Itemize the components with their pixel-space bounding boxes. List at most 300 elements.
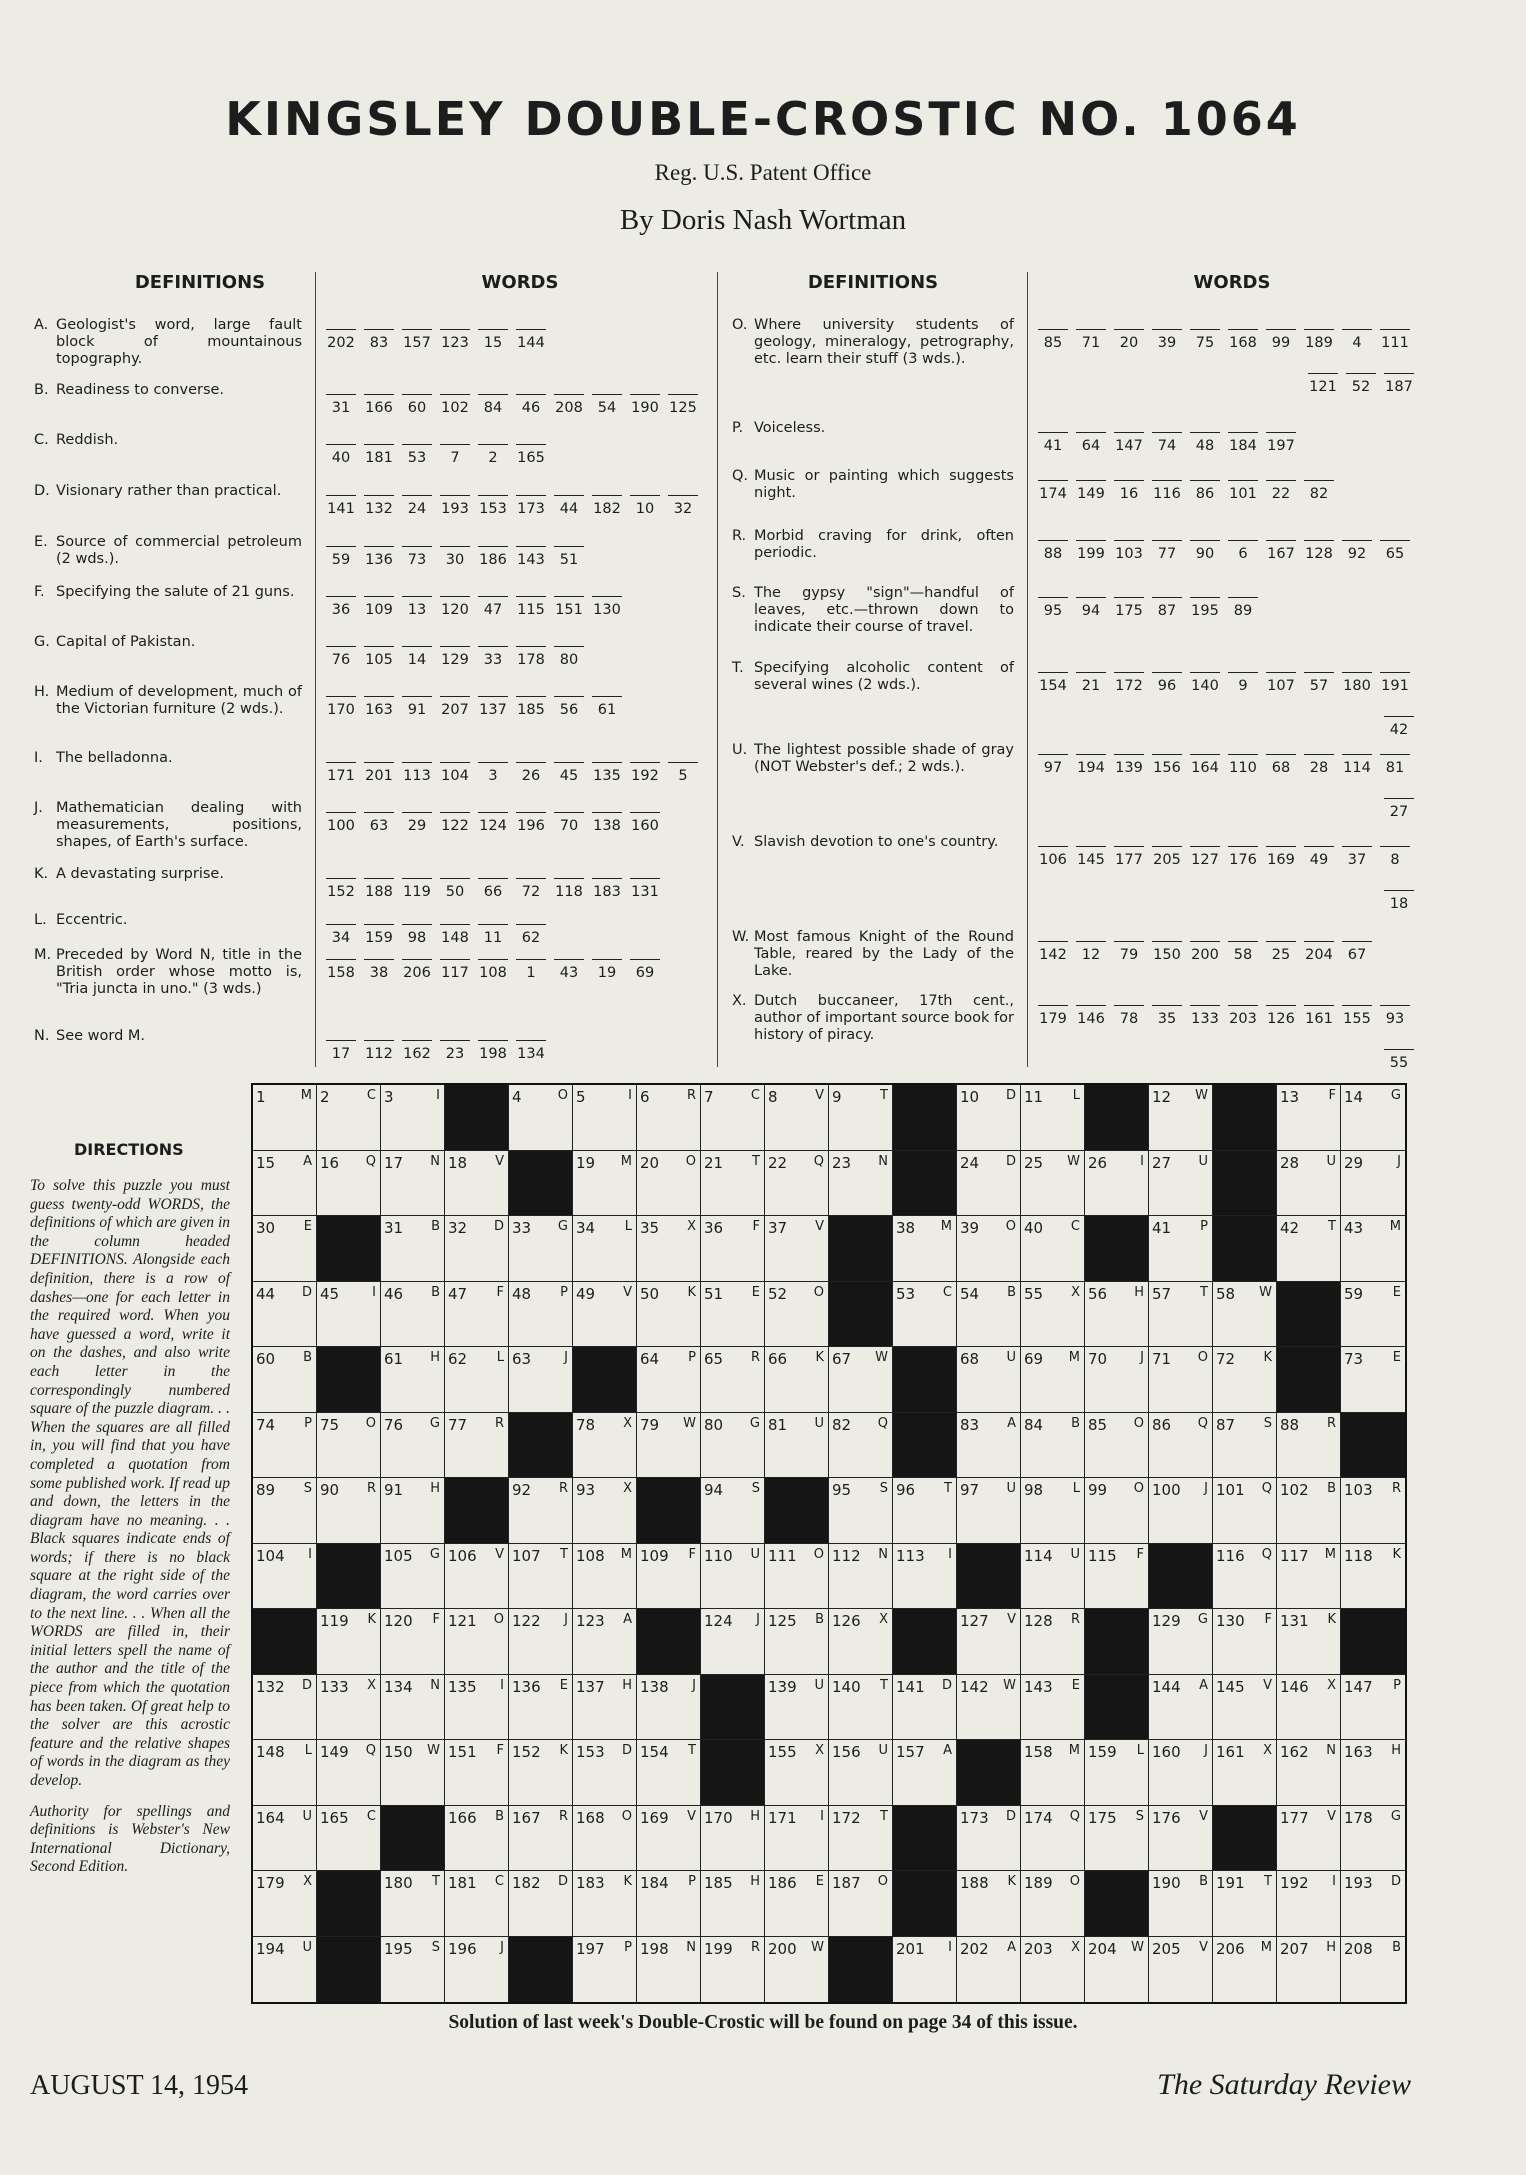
grid-square[interactable] [701,1216,765,1282]
grid-square[interactable] [1021,1544,1085,1610]
square-number: 178 [1344,1808,1373,1827]
grid-square[interactable] [1277,1413,1341,1479]
grid-square[interactable] [893,1544,957,1610]
grid-square[interactable] [701,1151,765,1217]
grid-square[interactable] [253,1871,317,1937]
dash-number: 191 [1380,672,1410,694]
square-clue-letter: S [751,1481,760,1496]
grid-square[interactable] [381,1085,445,1151]
clue-text: Mathematician dealing with measurements, positions, shapes, of Earth's surface. [56,800,302,850]
grid-square[interactable] [1149,1413,1213,1479]
grid-square[interactable] [317,1151,381,1217]
grid-square[interactable] [445,1871,509,1937]
grid-square[interactable] [1085,1151,1149,1217]
grid-square[interactable] [1149,1740,1213,1806]
grid-square[interactable] [1341,1085,1405,1151]
grid-square[interactable] [765,1740,829,1806]
black-square [445,1478,509,1544]
grid-square[interactable] [1277,1806,1341,1872]
grid-square[interactable] [1021,1478,1085,1544]
grid-square[interactable] [445,1413,509,1479]
grid-square[interactable] [1341,1937,1405,2003]
square-clue-letter: X [1071,1284,1080,1300]
dash-number: 208 [554,394,584,416]
grid-square[interactable] [1149,1347,1213,1413]
grid-square[interactable] [765,1675,829,1741]
grid-square[interactable] [509,1806,573,1872]
dash-number: 198 [478,1040,508,1062]
clue-definition [732,585,1014,636]
grid-square[interactable] [637,1413,701,1479]
square-number: 32 [448,1219,468,1237]
grid-square[interactable] [1149,1085,1213,1151]
grid-square[interactable] [1149,1609,1213,1675]
directions-text [30,1177,230,1889]
grid-square[interactable] [381,1675,445,1741]
grid-square[interactable] [573,1544,637,1610]
grid-square[interactable] [445,1806,509,1872]
grid-square[interactable] [637,1740,701,1806]
square-number: 152 [512,1743,541,1761]
grid-square[interactable] [573,1085,637,1151]
grid-square[interactable] [957,1347,1021,1413]
grid-square[interactable] [1341,1806,1405,1872]
grid-square[interactable] [253,1740,317,1806]
grid-square[interactable] [957,1609,1021,1675]
square-clue-letter: M [1260,1939,1272,1955]
grid-square[interactable] [253,1216,317,1282]
square-clue-letter: V [687,1808,696,1824]
grid-square[interactable] [381,1282,445,1348]
grid-square[interactable] [381,1347,445,1413]
square-number: 20 [640,1153,660,1172]
grid-square[interactable] [1277,1675,1341,1741]
grid-square[interactable] [1341,1151,1405,1217]
square-clue-letter: N [878,1153,888,1169]
square-clue-letter: W [1195,1088,1208,1103]
grid-square[interactable] [573,1806,637,1872]
grid-square[interactable] [957,1216,1021,1282]
grid-square[interactable] [1341,1740,1405,1806]
grid-square[interactable] [445,1740,509,1806]
dash-number: 1 [516,959,546,981]
grid-square[interactable] [1213,1740,1277,1806]
grid-square[interactable] [1213,1937,1277,2003]
dash-number: 41 [1038,432,1068,454]
square-clue-letter: L [624,1219,632,1234]
grid-square[interactable] [509,1740,573,1806]
grid-square[interactable] [1021,1871,1085,1937]
black-square [1085,1216,1149,1282]
square-clue-letter: H [1326,1939,1336,1955]
grid-square[interactable] [1021,1413,1085,1479]
grid-square[interactable] [637,1675,701,1741]
square-number: 39 [960,1219,980,1237]
grid-square[interactable] [957,1282,1021,1348]
grid-square[interactable] [1277,1216,1341,1282]
grid-square[interactable] [1149,1937,1213,2003]
grid-square[interactable] [445,1151,509,1217]
grid-square[interactable] [957,1085,1021,1151]
grid-square[interactable] [1085,1413,1149,1479]
grid-square[interactable] [509,1478,573,1544]
grid-square[interactable] [253,1413,317,1479]
grid-square[interactable] [765,1413,829,1479]
dash-number: 199 [1076,540,1106,562]
grid-square[interactable] [701,1609,765,1675]
grid-square[interactable] [1149,1216,1213,1282]
grid-square[interactable] [573,1478,637,1544]
square-number: 66 [768,1350,788,1368]
clue-definition [34,382,302,399]
grid-square[interactable] [1213,1871,1277,1937]
grid-square[interactable] [445,1544,509,1610]
square-clue-letter: R [558,1808,568,1824]
grid-square[interactable] [381,1740,445,1806]
grid-square[interactable] [701,1282,765,1348]
clue-definition [34,634,302,651]
grid-square[interactable] [1213,1282,1277,1348]
grid-square[interactable] [893,1216,957,1282]
dash-number: 207 [440,696,470,718]
grid-square[interactable] [1021,1937,1085,2003]
grid-square[interactable] [893,1478,957,1544]
grid-square[interactable] [1277,1085,1341,1151]
grid-square[interactable] [829,1347,893,1413]
grid-square[interactable] [765,1806,829,1872]
square-clue-letter: P [1200,1219,1208,1234]
square-clue-letter: T [752,1153,760,1169]
grid-square[interactable] [701,1806,765,1872]
grid-square[interactable] [253,1544,317,1610]
grid-square[interactable] [573,1871,637,1937]
grid-square[interactable] [445,1347,509,1413]
grid-square[interactable] [829,1871,893,1937]
grid-square[interactable] [765,1216,829,1282]
grid-square[interactable] [1341,1544,1405,1610]
square-clue-letter: O [1069,1874,1080,1889]
grid-square[interactable] [509,1609,573,1675]
grid-square[interactable] [829,1740,893,1806]
grid-square[interactable] [1213,1544,1277,1610]
grid-square[interactable] [829,1609,893,1675]
grid-square[interactable] [445,1609,509,1675]
grid-square[interactable] [957,1151,1021,1217]
grid-square[interactable] [1149,1478,1213,1544]
grid-square[interactable] [253,1085,317,1151]
square-number: 138 [640,1677,669,1696]
word-dashes [1038,432,1304,454]
grid-square[interactable] [381,1609,445,1675]
grid-square[interactable] [637,1085,701,1151]
grid-square[interactable] [765,1085,829,1151]
grid-square[interactable] [637,1216,701,1282]
grid-square[interactable] [317,1478,381,1544]
clue-definition [732,929,1014,980]
black-square [317,1347,381,1413]
square-clue-letter: K [687,1284,696,1300]
grid-square[interactable] [317,1413,381,1479]
dash-number: 98 [402,924,432,946]
grid-square[interactable] [957,1675,1021,1741]
grid-square[interactable] [1213,1675,1277,1741]
grid-square[interactable] [637,1282,701,1348]
grid-square[interactable] [1021,1609,1085,1675]
square-number: 65 [704,1350,724,1368]
grid-square[interactable] [509,1675,573,1741]
square-number: 137 [576,1677,605,1696]
grid-square[interactable] [829,1806,893,1872]
grid-square[interactable] [1021,1806,1085,1872]
grid-square[interactable] [829,1085,893,1151]
square-number: 26 [1088,1153,1108,1172]
grid-square[interactable] [253,1347,317,1413]
grid-square[interactable] [509,1282,573,1348]
grid-square[interactable] [1149,1151,1213,1217]
square-clue-letter: C [750,1088,760,1103]
grid-square[interactable] [509,1216,573,1282]
grid-square[interactable] [445,1675,509,1741]
grid-square[interactable] [765,1871,829,1937]
grid-square[interactable] [637,1347,701,1413]
clue-text: Preceded by Word N, title in the British order whose motto is, "Tria juncta in uno." (3 wds.) [56,947,302,997]
grid-square[interactable] [1341,1216,1405,1282]
grid-square[interactable] [1213,1609,1277,1675]
grid-square[interactable] [701,1937,765,2003]
square-clue-letter: F [752,1219,760,1234]
black-square [957,1740,1021,1806]
square-clue-letter: F [432,1612,440,1627]
grid-square[interactable] [1085,1740,1149,1806]
grid-square[interactable] [509,1347,573,1413]
grid-square[interactable] [893,1675,957,1741]
grid-square[interactable] [253,1675,317,1741]
grid-square[interactable] [1085,1282,1149,1348]
grid-square[interactable] [253,1478,317,1544]
square-clue-letter: W [1003,1677,1016,1693]
grid-square[interactable] [509,1544,573,1610]
grid-square[interactable] [1021,1151,1085,1217]
clue-text: The gypsy "sign"—handful of leaves, etc.—thrown down to indicate their course of travel. [754,585,1014,635]
grid-square[interactable] [1277,1937,1341,2003]
grid-square[interactable] [317,1740,381,1806]
grid-square[interactable] [1021,1085,1085,1151]
grid-square[interactable] [573,1609,637,1675]
grid-square[interactable] [1149,1675,1213,1741]
grid-square[interactable] [317,1609,381,1675]
square-clue-letter: F [496,1284,504,1300]
grid-square[interactable] [573,1282,637,1348]
grid-square[interactable] [381,1871,445,1937]
grid-square[interactable] [573,1740,637,1806]
grid-square[interactable] [253,1806,317,1872]
grid-square[interactable] [1277,1151,1341,1217]
grid-square[interactable] [701,1347,765,1413]
square-number: 90 [320,1481,340,1499]
grid-square[interactable] [1149,1871,1213,1937]
square-clue-letter: G [557,1219,568,1234]
byline: By Doris Nash Wortman [619,204,907,236]
grid-square[interactable] [1213,1347,1277,1413]
square-number: 150 [384,1743,413,1761]
clue-letter: B. [34,382,49,398]
square-clue-letter: R [750,1350,760,1365]
square-number: 7 [704,1088,714,1106]
grid-square[interactable] [701,1085,765,1151]
grid-square[interactable] [1085,1347,1149,1413]
square-number: 147 [1344,1677,1373,1696]
grid-square[interactable] [573,1675,637,1741]
grid-square[interactable] [381,1937,445,2003]
square-number: 37 [768,1219,788,1237]
square-clue-letter: D [301,1284,312,1300]
grid-square[interactable] [1085,1806,1149,1872]
grid-square[interactable] [1213,1413,1277,1479]
dash-number: 56 [554,696,584,718]
grid-square[interactable] [573,1413,637,1479]
grid-square[interactable] [1213,1478,1277,1544]
grid-square[interactable] [1021,1675,1085,1741]
grid-square[interactable] [1085,1478,1149,1544]
grid-square[interactable] [1341,1282,1405,1348]
grid-square[interactable] [445,1216,509,1282]
grid-square[interactable] [957,1871,1021,1937]
grid-square[interactable] [573,1151,637,1217]
grid-square[interactable] [573,1937,637,2003]
grid-square[interactable] [1149,1282,1213,1348]
grid-square[interactable] [765,1347,829,1413]
black-square [957,1544,1021,1610]
word-dashes [1038,540,1418,562]
black-square [317,1871,381,1937]
grid-square[interactable] [765,1282,829,1348]
grid-square[interactable] [829,1413,893,1479]
grid-square[interactable] [573,1216,637,1282]
grid-square[interactable] [829,1675,893,1741]
dash-number: 114 [1342,754,1372,776]
grid-square[interactable] [765,1609,829,1675]
square-number: 187 [832,1874,861,1892]
clue-letter: L. [34,912,47,928]
grid-square[interactable] [317,1282,381,1348]
dash-number: 139 [1114,754,1144,776]
grid-square[interactable] [1341,1675,1405,1741]
grid-square[interactable] [893,1282,957,1348]
grid-square[interactable] [637,1871,701,1937]
grid-square[interactable] [637,1806,701,1872]
grid-square[interactable] [317,1806,381,1872]
grid-square[interactable] [701,1478,765,1544]
grid-square[interactable] [957,1937,1021,2003]
grid-square[interactable] [1277,1544,1341,1610]
grid-square[interactable] [509,1085,573,1151]
grid-square[interactable] [701,1871,765,1937]
dash-number: 90 [1190,540,1220,562]
grid-square[interactable] [829,1478,893,1544]
square-number: 202 [960,1939,989,1958]
square-number: 205 [1152,1939,1181,1958]
grid-square[interactable] [381,1544,445,1610]
square-number: 35 [640,1219,660,1237]
grid-square[interactable] [317,1675,381,1741]
grid-square[interactable] [1277,1871,1341,1937]
grid-square[interactable] [381,1216,445,1282]
square-number: 198 [640,1939,669,1958]
dash-number: 122 [440,812,470,834]
grid-square[interactable] [253,1282,317,1348]
grid-square[interactable] [829,1544,893,1610]
grid-square[interactable] [381,1413,445,1479]
grid-square[interactable] [1021,1740,1085,1806]
grid-square[interactable] [765,1937,829,2003]
grid-square[interactable] [637,1937,701,2003]
square-clue-letter: L [1072,1481,1080,1496]
grid-square[interactable] [1021,1347,1085,1413]
grid-square[interactable] [253,1937,317,2003]
grid-square[interactable] [957,1806,1021,1872]
grid-square[interactable] [317,1085,381,1151]
square-number: 118 [1344,1546,1373,1565]
square-clue-letter: R [494,1415,504,1431]
square-number: 208 [1344,1939,1373,1958]
black-square [829,1282,893,1348]
puzzle-diagram [251,1083,1407,2004]
grid-square[interactable] [509,1871,573,1937]
square-clue-letter: U [814,1415,824,1431]
grid-square[interactable] [253,1151,317,1217]
grid-square[interactable] [1085,1544,1149,1610]
clue-definition [732,420,1014,437]
dash-number: 71 [1076,329,1106,351]
grid-square[interactable] [1277,1609,1341,1675]
grid-square[interactable] [1277,1740,1341,1806]
black-square [1341,1609,1405,1675]
clue-letter: E. [34,534,48,550]
grid-square[interactable] [1149,1806,1213,1872]
square-number: 97 [960,1481,980,1499]
grid-square[interactable] [893,1740,957,1806]
square-number: 8 [768,1088,778,1106]
grid-square[interactable] [957,1413,1021,1479]
grid-square[interactable] [381,1478,445,1544]
grid-square[interactable] [829,1151,893,1217]
grid-square[interactable] [765,1151,829,1217]
dash-number: 108 [478,959,508,981]
grid-square[interactable] [1277,1478,1341,1544]
grid-square[interactable] [445,1282,509,1348]
square-number: 15 [256,1153,276,1172]
grid-square[interactable] [1341,1478,1405,1544]
grid-square[interactable] [957,1478,1021,1544]
grid-square[interactable] [1341,1871,1405,1937]
grid-square[interactable] [765,1544,829,1610]
grid-square[interactable] [1021,1216,1085,1282]
grid-square[interactable] [1085,1937,1149,2003]
grid-square[interactable] [445,1937,509,2003]
grid-square[interactable] [637,1151,701,1217]
grid-square[interactable] [701,1544,765,1610]
grid-square[interactable] [637,1544,701,1610]
grid-square[interactable] [701,1413,765,1479]
square-number: 95 [832,1481,852,1499]
dash-number: 63 [364,812,394,834]
square-clue-letter: O [1133,1415,1144,1431]
grid-square[interactable] [893,1937,957,2003]
grid-square[interactable] [1021,1282,1085,1348]
grid-square[interactable] [381,1151,445,1217]
grid-square[interactable] [1341,1347,1405,1413]
square-number: 166 [448,1808,477,1827]
